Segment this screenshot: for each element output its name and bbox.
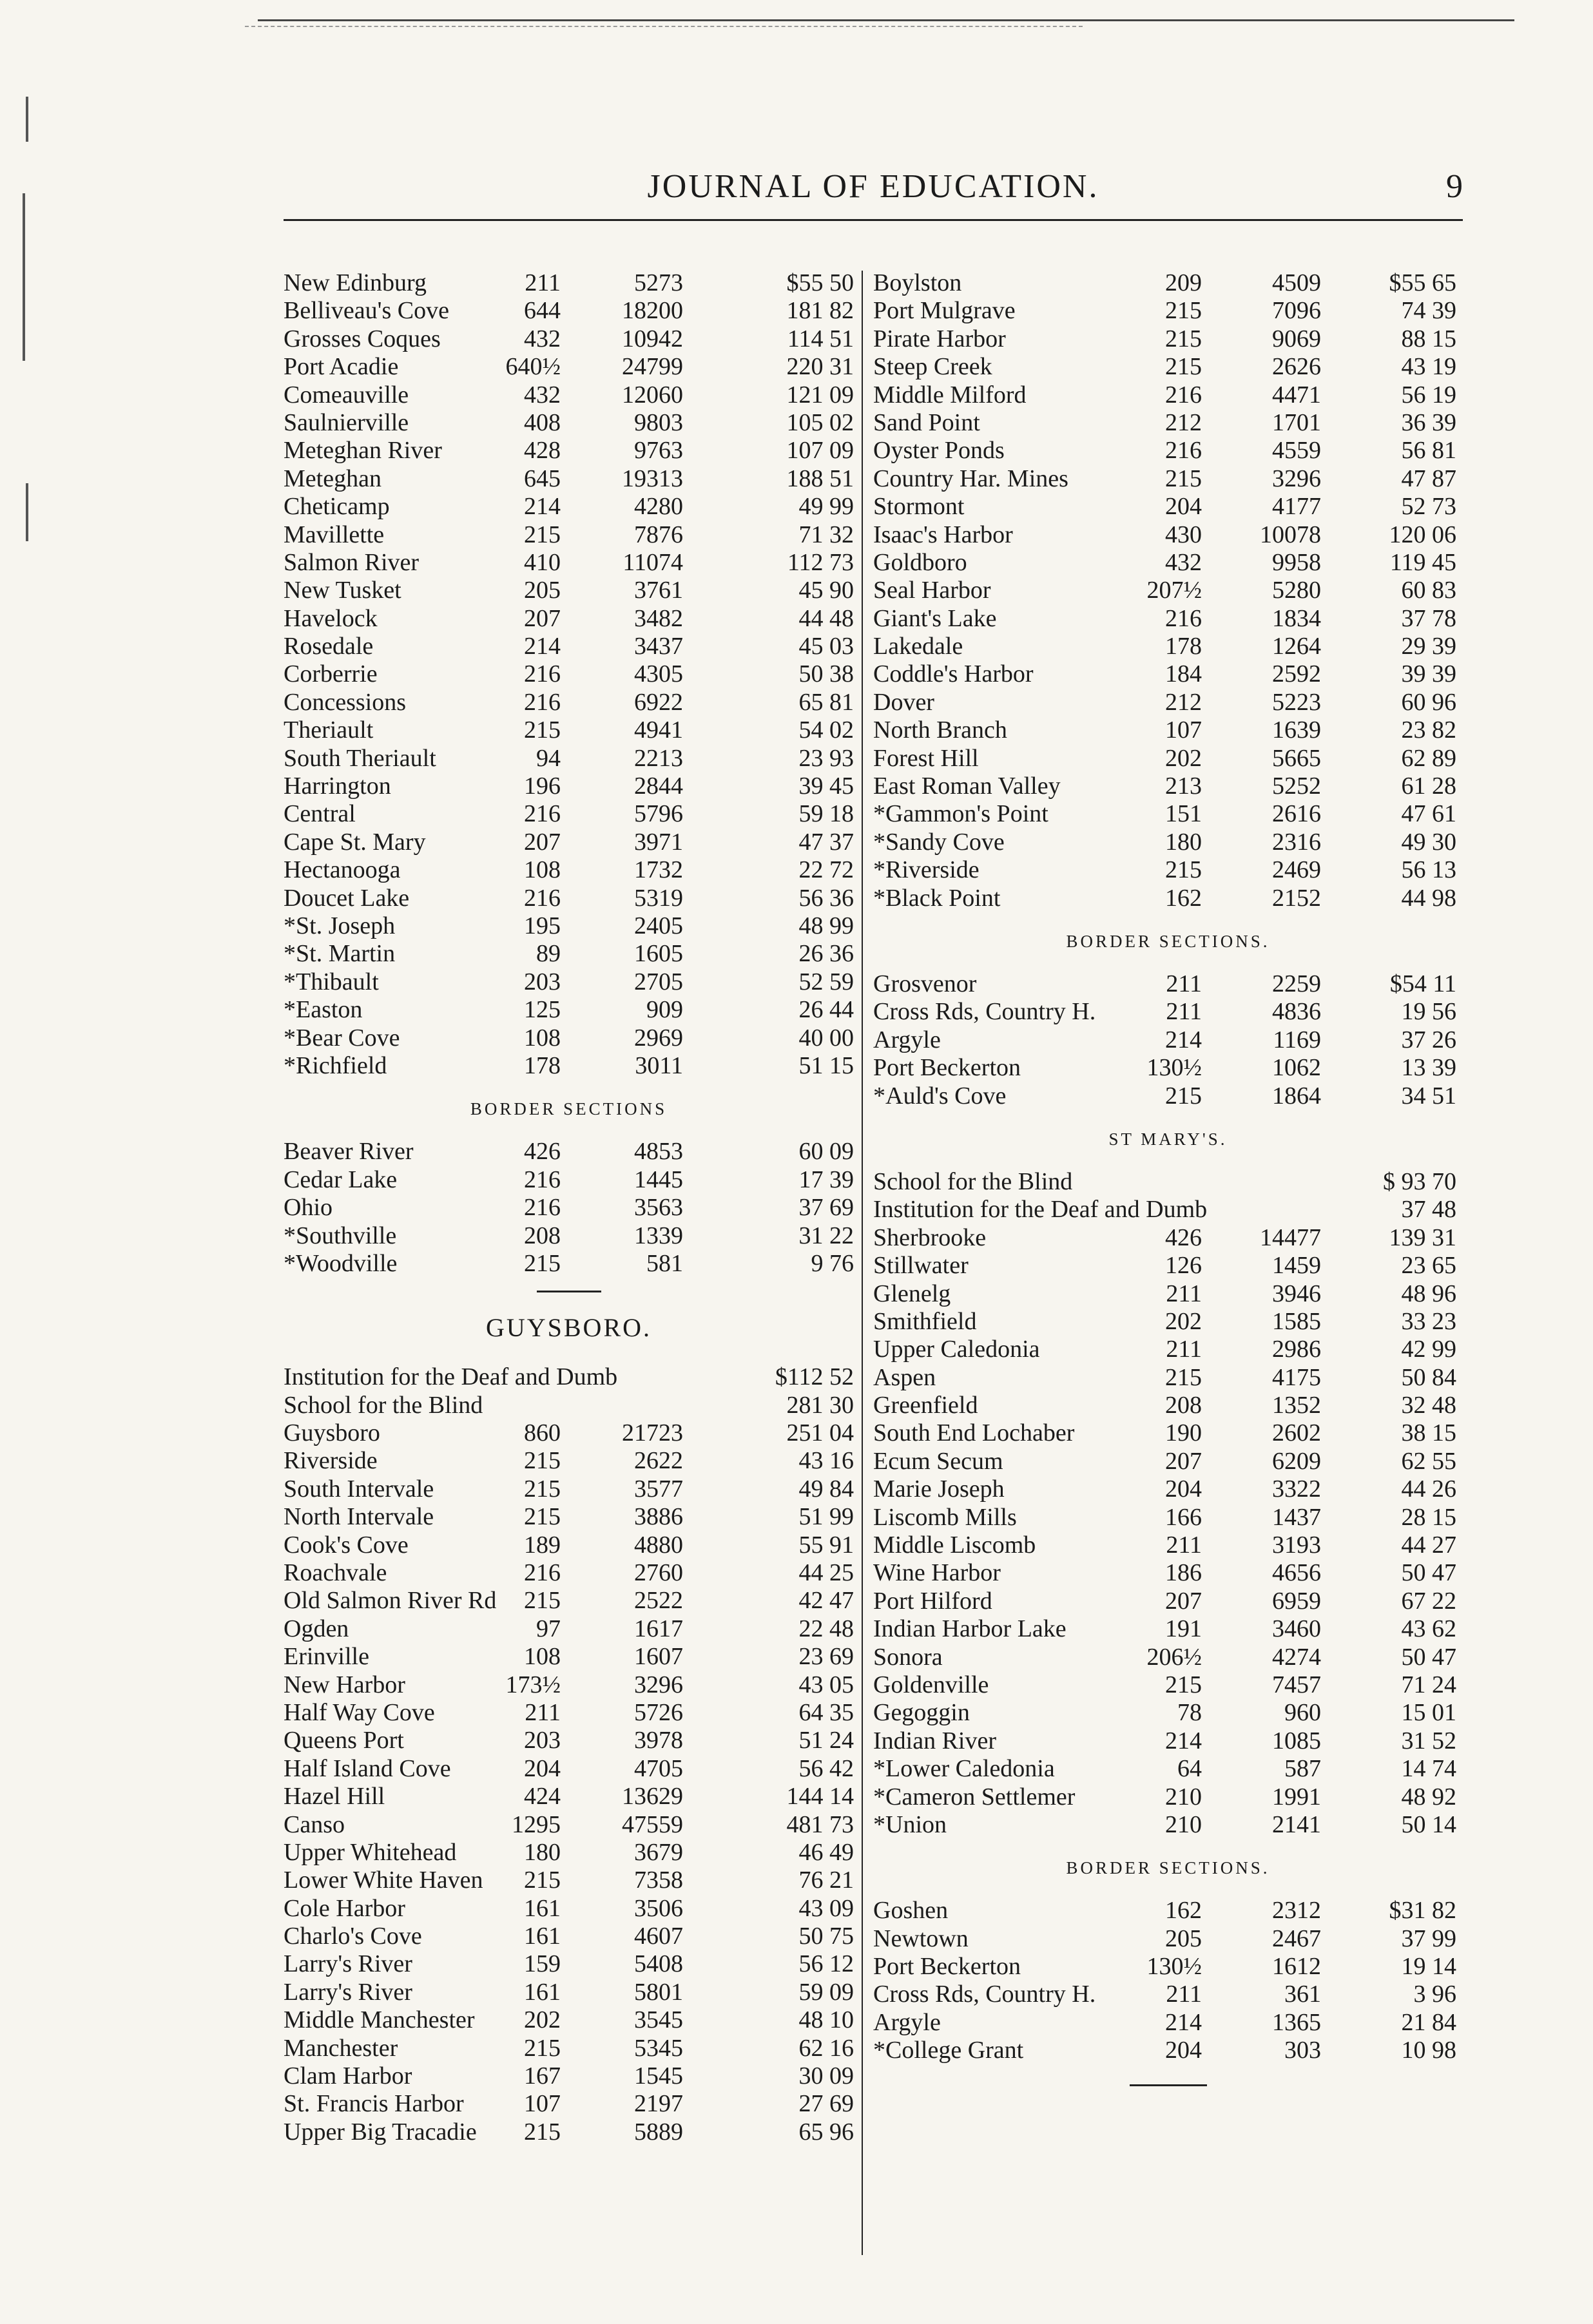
table-row: Middle Milford 216 4471 56 19 bbox=[873, 381, 1456, 408]
table-row: *Southville 208 1339 31 22 bbox=[284, 1222, 854, 1249]
table-row: *St. Martin 89 1605 26 36 bbox=[284, 940, 854, 968]
table-row: Grosvenor 211 2259 $54 11 bbox=[873, 970, 1456, 997]
table-row: Corberrie 216 4305 50 38 bbox=[284, 660, 854, 688]
margin-mark bbox=[23, 193, 25, 361]
section-heading: BORDER SECTIONS bbox=[470, 1099, 668, 1119]
table-row: Manchester 215 5345 62 16 bbox=[284, 2034, 854, 2062]
table-row: Liscomb Mills 166 1437 28 15 bbox=[873, 1503, 1456, 1531]
table-row: Roachvale 216 2760 44 25 bbox=[284, 1559, 854, 1587]
table-row: Upper Caledonia 211 2986 42 99 bbox=[873, 1336, 1456, 1363]
table-row: Cedar Lake 216 1445 17 39 bbox=[284, 1166, 854, 1193]
table-row: Larry's River 159 5408 56 12 bbox=[284, 1950, 854, 1978]
table-row: Port Beckerton 130½ 1612 19 14 bbox=[873, 1953, 1456, 1981]
table-row: Marie Joseph 204 3322 44 26 bbox=[873, 1475, 1456, 1503]
table-row: Institution for the Deaf and Dumb 37 48 bbox=[873, 1196, 1456, 1224]
table-row: Upper Big Tracadie 215 5889 65 96 bbox=[284, 2118, 854, 2146]
table-row: Havelock 207 3482 44 48 bbox=[284, 604, 854, 632]
section-heading-st-marys: ST MARY'S. bbox=[1108, 1129, 1228, 1149]
table-row: Steep Creek 215 2626 43 19 bbox=[873, 353, 1456, 381]
table-row: Forest Hill 202 5665 62 89 bbox=[873, 744, 1456, 772]
column-separator bbox=[862, 271, 863, 2255]
table-row: Coddle's Harbor 184 2592 39 39 bbox=[873, 660, 1456, 688]
table-row: Doucet Lake 216 5319 56 36 bbox=[284, 884, 854, 912]
table-row: North Branch 107 1639 23 82 bbox=[873, 716, 1456, 744]
table-row: Country Har. Mines 215 3296 47 87 bbox=[873, 465, 1456, 492]
table-row: Wine Harbor 186 4656 50 47 bbox=[873, 1559, 1456, 1587]
table-row: Gegoggin 78 960 15 01 bbox=[873, 1699, 1456, 1727]
table-row: Comeauville 432 12060 121 09 bbox=[284, 381, 854, 408]
table-row: Grosses Coques 432 10942 114 51 bbox=[284, 325, 854, 352]
table-guysboro-border-sections bbox=[873, 970, 1463, 1110]
table-guysboro bbox=[284, 1363, 854, 2146]
table-row: New Edinburg 211 5273 $55 50 bbox=[284, 269, 854, 296]
table-row: School for the Blind 281 30 bbox=[284, 1391, 854, 1419]
table-st-marys bbox=[873, 1168, 1463, 1839]
section-heading: BORDER SECTIONS. bbox=[1066, 931, 1270, 951]
table-row: North Intervale 215 3886 51 99 bbox=[284, 1503, 854, 1531]
table-row: Greenfield 208 1352 32 48 bbox=[873, 1392, 1456, 1419]
table-row: Sand Point 212 1701 36 39 bbox=[873, 408, 1456, 436]
table-row: Port Beckerton 130½ 1062 13 39 bbox=[873, 1054, 1456, 1082]
table-row: Belliveau's Cove 644 18200 181 82 bbox=[284, 297, 854, 325]
table-row: *Easton 125 909 26 44 bbox=[284, 996, 854, 1024]
table-digby-border-sections bbox=[284, 1138, 854, 1278]
header-rule bbox=[284, 219, 1463, 221]
table-row: Beaver River 426 4853 60 09 bbox=[284, 1138, 854, 1166]
table-row: Half Way Cove 211 5726 64 35 bbox=[284, 1698, 854, 1726]
table-row: Cole Harbor 161 3506 43 09 bbox=[284, 1894, 854, 1922]
table-row: Seal Harbor 207½ 5280 60 83 bbox=[873, 577, 1456, 604]
table-row: Charlo's Cove 161 4607 50 75 bbox=[284, 1923, 854, 1950]
table-row: Cross Rds, Country H. 211 361 3 96 bbox=[873, 1981, 1456, 2008]
table-row: Concessions 216 6922 65 81 bbox=[284, 688, 854, 716]
table-row: Clam Harbor 167 1545 30 09 bbox=[284, 2062, 854, 2090]
table-row: South Theriault 94 2213 23 93 bbox=[284, 744, 854, 772]
table-row: Smithfield 202 1585 33 23 bbox=[873, 1307, 1456, 1335]
table-row: Riverside 215 2622 43 16 bbox=[284, 1447, 854, 1475]
table-row: East Roman Valley 213 5252 61 28 bbox=[873, 773, 1456, 800]
table-row: Canso 1295 47559 481 73 bbox=[284, 1810, 854, 1838]
top-border-line bbox=[258, 19, 1514, 21]
table-row: *Sandy Cove 180 2316 49 30 bbox=[873, 828, 1456, 856]
table-digby-schools bbox=[284, 269, 854, 1080]
table-row: Oyster Ponds 216 4559 56 81 bbox=[873, 437, 1456, 465]
table-row: Half Island Cove 204 4705 56 42 bbox=[284, 1754, 854, 1782]
table-row: Newtown 205 2467 37 99 bbox=[873, 1925, 1456, 1952]
table-row: Port Acadie 640½ 24799 220 31 bbox=[284, 353, 854, 381]
table-row: Cape St. Mary 207 3971 47 37 bbox=[284, 828, 854, 856]
table-row: Middle Liscomb 211 3193 44 27 bbox=[873, 1532, 1456, 1559]
table-row: Larry's River 161 5801 59 09 bbox=[284, 1978, 854, 2006]
table-row: Cross Rds, Country H. 211 4836 19 56 bbox=[873, 998, 1456, 1026]
table-row: Stillwater 126 1459 23 65 bbox=[873, 1252, 1456, 1280]
table-row: *Bear Cove 108 2969 40 00 bbox=[284, 1024, 854, 1052]
table-row: *Woodville 215 581 9 76 bbox=[284, 1249, 854, 1277]
table-row: Mavillette 215 7876 71 32 bbox=[284, 521, 854, 548]
table-row: Rosedale 214 3437 45 03 bbox=[284, 633, 854, 660]
table-row: *Black Point 162 2152 44 98 bbox=[873, 884, 1456, 912]
page-number: 9 bbox=[1446, 168, 1463, 205]
table-row: Ohio 216 3563 37 69 bbox=[284, 1194, 854, 1222]
table-row: Cheticamp 214 4280 49 99 bbox=[284, 493, 854, 521]
table-row: *Richfield 178 3011 51 15 bbox=[284, 1052, 854, 1079]
table-row: Upper Whitehead 180 3679 46 49 bbox=[284, 1838, 854, 1866]
table-row: *College Grant 204 303 10 98 bbox=[873, 2037, 1456, 2064]
table-row: *Auld's Cove 215 1864 34 51 bbox=[873, 1082, 1456, 1109]
table-row: Theriault 215 4941 54 02 bbox=[284, 716, 854, 744]
table-row: Salmon River 410 11074 112 73 bbox=[284, 548, 854, 576]
margin-mark bbox=[26, 97, 28, 142]
table-row: *Union 210 2141 50 14 bbox=[873, 1810, 1456, 1838]
table-row: Pirate Harbor 215 9069 88 15 bbox=[873, 325, 1456, 352]
table-row: Hazel Hill 424 13629 144 14 bbox=[284, 1783, 854, 1810]
table-row: Port Hilford 207 6959 67 22 bbox=[873, 1587, 1456, 1615]
table-row: South End Lochaber 190 2602 38 15 bbox=[873, 1419, 1456, 1447]
table-row: Port Mulgrave 215 7096 74 39 bbox=[873, 297, 1456, 325]
table-row: Harrington 196 2844 39 45 bbox=[284, 773, 854, 800]
table-row: New Harbor 173½ 3296 43 05 bbox=[284, 1671, 854, 1698]
section-heading: BORDER SECTIONS. bbox=[1066, 1858, 1270, 1878]
journal-title: JOURNAL OF EDUCATION. bbox=[647, 168, 1099, 205]
table-row: Meteghan 645 19313 188 51 bbox=[284, 465, 854, 492]
table-row: Lakedale 178 1264 29 39 bbox=[873, 633, 1456, 660]
table-row: Ecum Secum 207 6209 62 55 bbox=[873, 1447, 1456, 1475]
table-row: Meteghan River 428 9763 107 09 bbox=[284, 437, 854, 465]
table-row: Queens Port 203 3978 51 24 bbox=[284, 1727, 854, 1754]
table-row: Glenelg 211 3946 48 96 bbox=[873, 1280, 1456, 1307]
table-row: *Lower Caledonia 64 587 14 74 bbox=[873, 1755, 1456, 1783]
table-row: Old Salmon River Rd 215 2522 42 47 bbox=[284, 1587, 854, 1615]
table-row: *Thibault 203 2705 52 59 bbox=[284, 968, 854, 995]
table-row: Middle Manchester 202 3545 48 10 bbox=[284, 2006, 854, 2034]
table-st-marys-border-sections bbox=[873, 1897, 1463, 2064]
table-row: Argyle 214 1169 37 26 bbox=[873, 1026, 1456, 1053]
table-row: South Intervale 215 3577 49 84 bbox=[284, 1475, 854, 1503]
table-row: Ogden 97 1617 22 48 bbox=[284, 1615, 854, 1642]
table-row: Indian River 214 1085 31 52 bbox=[873, 1727, 1456, 1754]
table-row: Cook's Cove 189 4880 55 91 bbox=[284, 1531, 854, 1559]
table-row: Sonora 206½ 4274 50 47 bbox=[873, 1643, 1456, 1671]
table-row: *Cameron Settlemer 210 1991 48 92 bbox=[873, 1783, 1456, 1810]
table-row: Goldboro 432 9958 119 45 bbox=[873, 548, 1456, 576]
top-dashed-line bbox=[245, 26, 1083, 27]
section-heading-guysboro: GUYSBORO. bbox=[485, 1313, 652, 1343]
table-row: Institution for the Deaf and Dumb $112 52 bbox=[284, 1363, 854, 1391]
table-row: Aspen 215 4175 50 84 bbox=[873, 1363, 1456, 1391]
right-column bbox=[873, 269, 1463, 2086]
table-row: Isaac's Harbor 430 10078 120 06 bbox=[873, 521, 1456, 548]
table-row: Saulnierville 408 9803 105 02 bbox=[284, 408, 854, 436]
table-row: *St. Joseph 195 2405 48 99 bbox=[284, 912, 854, 939]
table-row: *Riverside 215 2469 56 13 bbox=[873, 856, 1456, 884]
table-row: Stormont 204 4177 52 73 bbox=[873, 493, 1456, 521]
left-column bbox=[284, 269, 854, 2146]
table-row: Lower White Haven 215 7358 76 21 bbox=[284, 1867, 854, 1894]
margin-mark bbox=[26, 483, 28, 541]
table-row: *Gammon's Point 151 2616 47 61 bbox=[873, 800, 1456, 828]
table-row: St. Francis Harbor 107 2197 27 69 bbox=[284, 2090, 854, 2118]
table-row: Central 216 5796 59 18 bbox=[284, 800, 854, 828]
table-row: Giant's Lake 216 1834 37 78 bbox=[873, 604, 1456, 632]
table-guysboro-continued bbox=[873, 269, 1463, 912]
table-row: Dover 212 5223 60 96 bbox=[873, 688, 1456, 716]
table-row: School for the Blind $ 93 70 bbox=[873, 1167, 1456, 1195]
table-row: Erinville 108 1607 23 69 bbox=[284, 1643, 854, 1671]
table-row: New Tusket 205 3761 45 90 bbox=[284, 577, 854, 604]
section-divider bbox=[1130, 2084, 1207, 2086]
table-row: Hectanooga 108 1732 22 72 bbox=[284, 856, 854, 884]
table-row: Sherbrooke 426 14477 139 31 bbox=[873, 1224, 1456, 1251]
page-header bbox=[284, 155, 1463, 213]
table-row: Goldenville 215 7457 71 24 bbox=[873, 1671, 1456, 1698]
table-row: Goshen 162 2312 $31 82 bbox=[873, 1897, 1456, 1925]
table-row: Boylston 209 4509 $55 65 bbox=[873, 269, 1456, 296]
table-row: Indian Harbor Lake 191 3460 43 62 bbox=[873, 1615, 1456, 1643]
table-row: Argyle 214 1365 21 84 bbox=[873, 2008, 1456, 2036]
table-row: Guysboro 860 21723 251 04 bbox=[284, 1419, 854, 1447]
